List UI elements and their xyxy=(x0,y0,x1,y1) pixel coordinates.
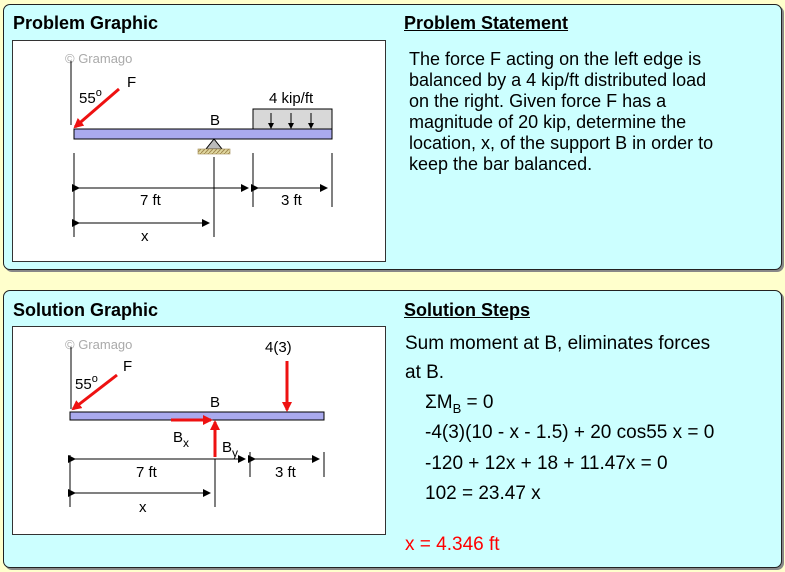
load-label: 4 kip/ft xyxy=(269,90,314,107)
force-f-label: F xyxy=(123,358,133,375)
point-load-label: 4(3) xyxy=(265,339,292,356)
solution-intro-line1: Sum moment at B, eliminates forces xyxy=(405,333,711,354)
support-b-label: B xyxy=(210,112,221,129)
watermark: © Gramago xyxy=(65,51,133,66)
final-answer: x = 4.346 ft xyxy=(405,534,500,555)
dim-7ft-label: 7 ft xyxy=(136,464,157,481)
solution-intro-line2: at B. xyxy=(405,362,445,383)
watermark: © Gramago xyxy=(65,337,133,352)
problem-statement-title: Problem Statement xyxy=(404,13,569,33)
equation-simplified: -120 + 12x + 18 + 11.47x = 0 xyxy=(425,453,668,474)
point-b-label: B xyxy=(210,394,221,411)
solution-steps-title: Solution Steps xyxy=(404,300,530,320)
dim-7ft-label: 7 ft xyxy=(140,192,161,209)
bx-label: $B_x$ xyxy=(173,429,190,450)
equation-sum-moment: $\Sigma M_B = 0$ xyxy=(425,392,494,416)
solution-panel xyxy=(3,290,782,568)
support-triangle xyxy=(206,139,222,149)
angle-label: 55$^o$ xyxy=(79,87,102,107)
distributed-load-block xyxy=(253,109,332,129)
dim-3ft-label: 3 ft xyxy=(275,464,296,481)
force-f-label: F xyxy=(127,74,137,91)
equation-moment-expansion: -4(3)(10 - x - 1.5) + 20 cos55 x = 0 xyxy=(425,422,715,443)
problem-graphic-title: Problem Graphic xyxy=(13,13,159,33)
dim-x-label: x xyxy=(139,499,147,516)
angle-label: 55$^o$ xyxy=(75,373,98,393)
by-label: $B_y$ xyxy=(222,439,239,460)
solution-graphic-title: Solution Graphic xyxy=(13,300,159,320)
dim-x-label: x xyxy=(141,228,149,245)
support-ground xyxy=(198,149,230,154)
beam xyxy=(74,129,332,139)
problem-diagram xyxy=(12,40,386,262)
equation-combined: 102 = 23.47 x xyxy=(425,483,541,504)
problem-diagram-svg xyxy=(13,41,385,261)
solution-diagram xyxy=(12,326,386,535)
problem-statement-text: The force F acting on the left edge is balanced by a 4 kip/ft distributed load on the right. Given force F has a magnitude of 20 kip, determine the location, x, of the support B in order to keep the bar balanced. xyxy=(409,49,714,174)
problem-panel xyxy=(3,4,782,270)
dim-3ft-label: 3 ft xyxy=(281,192,302,209)
solution-diagram-svg xyxy=(13,327,385,534)
